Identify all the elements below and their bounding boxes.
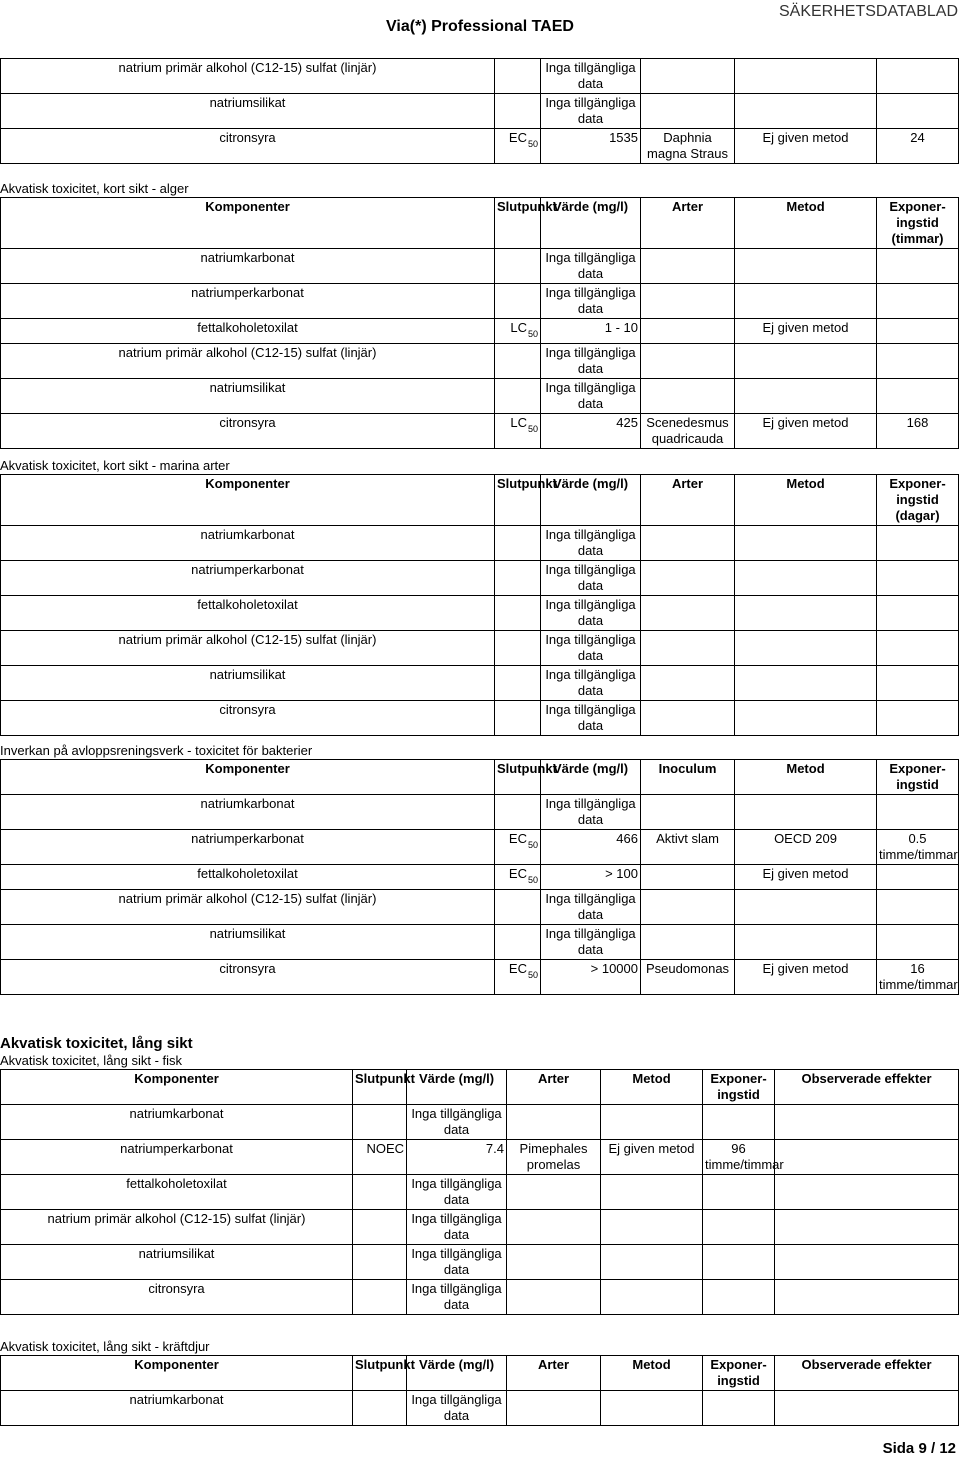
cell-varde: 1 - 10 (541, 319, 641, 344)
cell-varde: Inga tillgängliga data (541, 561, 641, 596)
table-header-row (1, 1356, 959, 1391)
table-row (1, 129, 959, 164)
cell-varde: Inga tillgängliga data (541, 59, 641, 94)
cell-slutpunkt (495, 94, 541, 129)
cell-komponent: natrium primär alkohol (C12-15) sulfat (linjär) (1, 1210, 353, 1245)
cell-exponeringstid (877, 379, 959, 414)
cell-exponeringstid (877, 94, 959, 129)
cell-metod (735, 94, 877, 129)
table-row (1, 830, 959, 865)
cell-komponent: natrium primär alkohol (C12-15) sulfat (linjär) (1, 890, 495, 925)
cell-metod (735, 526, 877, 561)
cell-exponeringstid (877, 59, 959, 94)
table-row (1, 414, 959, 449)
table-row (1, 1245, 959, 1280)
cell-observerade-effekter (775, 1140, 959, 1175)
section-daphnia-continued (0, 58, 959, 164)
column-header: Komponenter (1, 198, 495, 249)
cell-slutpunkt (353, 1391, 407, 1426)
page-number (883, 1440, 956, 1457)
cell-arter (641, 596, 735, 631)
cell-arter (507, 1175, 601, 1210)
cell-varde: Inga tillgängliga data (541, 526, 641, 561)
cell-varde: 466 (541, 830, 641, 865)
cell-varde: Inga tillgängliga data (541, 249, 641, 284)
column-header: Metod (735, 198, 877, 249)
cell-observerade-effekter (775, 1105, 959, 1140)
cell-slutpunkt (495, 319, 541, 344)
cell-exponeringstid (703, 1280, 775, 1315)
cell-varde: Inga tillgängliga data (541, 890, 641, 925)
table-alger (0, 197, 959, 449)
cell-slutpunkt (495, 344, 541, 379)
cell-varde: Inga tillgängliga data (541, 94, 641, 129)
column-header: Exponer-ingstid (dagar) (877, 475, 959, 526)
table-row (1, 379, 959, 414)
cell-metod (735, 631, 877, 666)
cell-slutpunkt (495, 561, 541, 596)
document-title: Via(*) Professional TAED (386, 18, 574, 35)
cell-varde: Inga tillgängliga data (407, 1280, 507, 1315)
table-row (1, 960, 959, 995)
column-header: Inoculum (641, 760, 735, 795)
cell-arter (641, 319, 735, 344)
cell-exponeringstid: 168 (877, 414, 959, 449)
slutpunkt-text: LC (510, 415, 527, 430)
cell-observerade-effekter (775, 1175, 959, 1210)
section-caption: Akvatisk toxicitet, lång sikt - fisk (0, 1053, 183, 1068)
cell-komponent: fettalkoholetoxilat (1, 1175, 353, 1210)
cell-metod: Ej given metod (735, 319, 877, 344)
column-header: Slutpunkt (495, 475, 541, 526)
slutpunkt-text: LC (510, 320, 527, 335)
cell-slutpunkt (353, 1140, 407, 1175)
cell-komponent: citronsyra (1, 414, 495, 449)
slutpunkt-text: EC (508, 831, 527, 846)
cell-komponent: natriumperkarbonat (1, 284, 495, 319)
cell-metod: Ej given metod (735, 865, 877, 890)
cell-metod (735, 284, 877, 319)
slutpunkt-subscript: 50 (527, 840, 538, 850)
slutpunkt-text: NOEC (366, 1141, 404, 1156)
cell-exponeringstid (877, 319, 959, 344)
cell-varde: Inga tillgängliga data (541, 631, 641, 666)
cell-metod (601, 1245, 703, 1280)
section-lang-sikt-kraftdjur (0, 1339, 959, 1426)
cell-komponent: citronsyra (1, 129, 495, 164)
section-alger (0, 181, 959, 449)
page-total: 12 (939, 1440, 956, 1457)
section-marina-arter (0, 458, 959, 736)
cell-observerade-effekter (775, 1245, 959, 1280)
cell-varde: Inga tillgängliga data (541, 925, 641, 960)
cell-varde: Inga tillgängliga data (407, 1175, 507, 1210)
table-row (1, 319, 959, 344)
cell-metod (735, 249, 877, 284)
table-row (1, 795, 959, 830)
cell-arter (641, 379, 735, 414)
slutpunkt-text: EC (508, 130, 527, 145)
cell-komponent: natriumperkarbonat (1, 830, 495, 865)
cell-slutpunkt (353, 1245, 407, 1280)
column-header: Slutpunkt (353, 1356, 407, 1391)
cell-slutpunkt (495, 795, 541, 830)
heading-lang-sikt: Akvatisk toxicitet, lång sikt (0, 1035, 193, 1052)
cell-exponeringstid (877, 284, 959, 319)
column-header: Värde (mg/l) (541, 760, 641, 795)
column-header: Komponenter (1, 1070, 353, 1105)
cell-komponent: citronsyra (1, 1280, 353, 1315)
table-lang-sikt-kraftdjur (0, 1355, 959, 1426)
table-row (1, 631, 959, 666)
table-header-row (1, 1070, 959, 1105)
column-header: Slutpunkt (495, 760, 541, 795)
column-header: Värde (mg/l) (407, 1070, 507, 1105)
cell-varde: > 10000 (541, 960, 641, 995)
table-row (1, 1105, 959, 1140)
cell-slutpunkt (495, 666, 541, 701)
column-header: Exponer-ingstid (timmar) (877, 198, 959, 249)
cell-arter (507, 1245, 601, 1280)
cell-arter (641, 795, 735, 830)
cell-slutpunkt (495, 59, 541, 94)
cell-varde: Inga tillgängliga data (407, 1391, 507, 1426)
table-row (1, 1210, 959, 1245)
cell-metod (601, 1105, 703, 1140)
column-header: Slutpunkt (353, 1070, 407, 1105)
table-row (1, 344, 959, 379)
cell-exponeringstid (877, 526, 959, 561)
cell-komponent: citronsyra (1, 701, 495, 736)
table-row (1, 1175, 959, 1210)
document-type: SÄKERHETSDATABLAD (778, 3, 958, 20)
table-row (1, 561, 959, 596)
cell-varde: > 100 (541, 865, 641, 890)
cell-metod (601, 1175, 703, 1210)
slutpunkt-text: EC (508, 961, 527, 976)
cell-metod (735, 379, 877, 414)
cell-varde: Inga tillgängliga data (541, 596, 641, 631)
cell-exponeringstid (703, 1175, 775, 1210)
section-lang-sikt-fisk (0, 1053, 959, 1315)
cell-komponent: fettalkoholetoxilat (1, 865, 495, 890)
cell-arter (641, 631, 735, 666)
cell-slutpunkt (353, 1175, 407, 1210)
page-separator: / (930, 1440, 936, 1457)
column-header: Observerade effekter (775, 1070, 959, 1105)
cell-exponeringstid (877, 890, 959, 925)
column-header: Exponer-ingstid (877, 760, 959, 795)
cell-exponeringstid (877, 561, 959, 596)
cell-slutpunkt (495, 925, 541, 960)
cell-varde: 425 (541, 414, 641, 449)
table-header-row (1, 475, 959, 526)
column-header: Exponer-ingstid (703, 1070, 775, 1105)
table-row (1, 284, 959, 319)
table-header-row (1, 198, 959, 249)
cell-varde: Inga tillgängliga data (541, 666, 641, 701)
page-header (0, 0, 960, 44)
section-caption: Akvatisk toxicitet, lång sikt - kräftdjur (0, 1339, 210, 1354)
cell-arter (641, 59, 735, 94)
cell-varde: Inga tillgängliga data (541, 284, 641, 319)
cell-metod (735, 795, 877, 830)
cell-metod (735, 925, 877, 960)
cell-metod (735, 890, 877, 925)
cell-slutpunkt (495, 960, 541, 995)
cell-komponent: natriumsilikat (1, 94, 495, 129)
cell-exponeringstid: 16 timme/timmar (877, 960, 959, 995)
cell-metod: Ej given metod (735, 414, 877, 449)
column-header: Komponenter (1, 475, 495, 526)
cell-komponent: natriumsilikat (1, 1245, 353, 1280)
slutpunkt-subscript: 50 (527, 329, 538, 339)
column-header: Metod (601, 1070, 703, 1105)
cell-varde: Inga tillgängliga data (541, 701, 641, 736)
cell-slutpunkt (353, 1105, 407, 1140)
cell-metod (735, 561, 877, 596)
cell-observerade-effekter (775, 1280, 959, 1315)
page-label: Sida (882, 1440, 915, 1457)
cell-exponeringstid: 24 (877, 129, 959, 164)
cell-slutpunkt (495, 129, 541, 164)
cell-arter (507, 1105, 601, 1140)
table-row (1, 59, 959, 94)
cell-arter (641, 701, 735, 736)
cell-slutpunkt (495, 249, 541, 284)
cell-arter: Daphnia magna Straus (641, 129, 735, 164)
cell-arter (641, 561, 735, 596)
page-current: 9 (918, 1440, 927, 1457)
table-row (1, 890, 959, 925)
cell-arter (641, 344, 735, 379)
cell-exponeringstid: 0.5 timme/timmar (877, 830, 959, 865)
cell-metod: Ej given metod (735, 129, 877, 164)
cell-arter: Aktivt slam (641, 830, 735, 865)
cell-arter (641, 249, 735, 284)
column-header: Metod (735, 760, 877, 795)
slutpunkt-text: EC (508, 866, 527, 881)
cell-varde: Inga tillgängliga data (407, 1245, 507, 1280)
cell-arter: Pseudomonas (641, 960, 735, 995)
cell-varde: Inga tillgängliga data (541, 795, 641, 830)
section-bakterier (0, 743, 959, 995)
cell-exponeringstid (877, 701, 959, 736)
cell-metod (735, 701, 877, 736)
cell-komponent: natriumkarbonat (1, 249, 495, 284)
cell-metod (735, 666, 877, 701)
cell-exponeringstid (877, 596, 959, 631)
table-row (1, 925, 959, 960)
column-header: Arter (507, 1070, 601, 1105)
table-lang-sikt-fisk (0, 1069, 959, 1315)
cell-komponent: natriumkarbonat (1, 526, 495, 561)
cell-komponent: fettalkoholetoxilat (1, 319, 495, 344)
cell-slutpunkt (495, 890, 541, 925)
cell-komponent: natriumkarbonat (1, 795, 495, 830)
cell-komponent: natriumperkarbonat (1, 1140, 353, 1175)
table-row (1, 666, 959, 701)
column-header: Metod (601, 1356, 703, 1391)
cell-exponeringstid (877, 249, 959, 284)
cell-slutpunkt (495, 596, 541, 631)
cell-varde: Inga tillgängliga data (541, 344, 641, 379)
cell-metod: Ej given metod (601, 1140, 703, 1175)
table-marina-arter (0, 474, 959, 736)
cell-slutpunkt (495, 379, 541, 414)
cell-slutpunkt (353, 1210, 407, 1245)
cell-komponent: natrium primär alkohol (C12-15) sulfat (linjär) (1, 631, 495, 666)
cell-metod (601, 1210, 703, 1245)
cell-komponent: natriumsilikat (1, 925, 495, 960)
cell-komponent: natrium primär alkohol (C12-15) sulfat (linjär) (1, 344, 495, 379)
cell-varde: Inga tillgängliga data (541, 379, 641, 414)
cell-slutpunkt (495, 631, 541, 666)
cell-slutpunkt (495, 526, 541, 561)
cell-metod (601, 1280, 703, 1315)
column-header: Arter (507, 1356, 601, 1391)
cell-komponent: natriumkarbonat (1, 1105, 353, 1140)
table-bakterier (0, 759, 959, 995)
cell-exponeringstid (703, 1210, 775, 1245)
slutpunkt-subscript: 50 (527, 139, 538, 149)
cell-arter: Pimephales promelas (507, 1140, 601, 1175)
cell-exponeringstid (877, 344, 959, 379)
cell-varde: 7.4 (407, 1140, 507, 1175)
cell-metod: Ej given metod (735, 960, 877, 995)
cell-arter (641, 94, 735, 129)
cell-arter (507, 1210, 601, 1245)
section-caption: Inverkan på avloppsreningsverk - toxicitet för bakterier (0, 743, 313, 758)
cell-slutpunkt (495, 865, 541, 890)
column-header: Observerade effekter (775, 1356, 959, 1391)
table-header-row (1, 760, 959, 795)
table-row (1, 596, 959, 631)
slutpunkt-subscript: 50 (527, 424, 538, 434)
cell-komponent: natriumsilikat (1, 666, 495, 701)
cell-slutpunkt (495, 284, 541, 319)
cell-exponeringstid: 96 timme/timmar (703, 1140, 775, 1175)
column-header: Arter (641, 198, 735, 249)
slutpunkt-subscript: 50 (527, 875, 538, 885)
cell-varde: Inga tillgängliga data (407, 1210, 507, 1245)
column-header: Värde (mg/l) (541, 475, 641, 526)
column-header: Metod (735, 475, 877, 526)
cell-arter (641, 526, 735, 561)
column-header: Komponenter (1, 1356, 353, 1391)
table-row (1, 1140, 959, 1175)
cell-arter: Scenedesmus quadricauda (641, 414, 735, 449)
cell-varde: 1535 (541, 129, 641, 164)
column-header: Komponenter (1, 760, 495, 795)
table-row (1, 249, 959, 284)
cell-komponent: natriumperkarbonat (1, 561, 495, 596)
column-header: Slutpunkt (495, 198, 541, 249)
cell-slutpunkt (495, 701, 541, 736)
cell-observerade-effekter (775, 1391, 959, 1426)
column-header: Värde (mg/l) (541, 198, 641, 249)
cell-exponeringstid (877, 925, 959, 960)
cell-komponent: natriumsilikat (1, 379, 495, 414)
column-header: Exponer-ingstid (703, 1356, 775, 1391)
cell-arter (641, 666, 735, 701)
cell-varde: Inga tillgängliga data (407, 1105, 507, 1140)
cell-exponeringstid (703, 1245, 775, 1280)
cell-arter (641, 865, 735, 890)
cell-exponeringstid (877, 865, 959, 890)
column-header: Värde (mg/l) (407, 1356, 507, 1391)
cell-metod: OECD 209 (735, 830, 877, 865)
cell-exponeringstid (703, 1391, 775, 1426)
slutpunkt-subscript: 50 (527, 970, 538, 980)
cell-slutpunkt (495, 830, 541, 865)
cell-metod (735, 596, 877, 631)
table-row (1, 94, 959, 129)
table-row (1, 1280, 959, 1315)
cell-exponeringstid (877, 666, 959, 701)
cell-exponeringstid (703, 1105, 775, 1140)
cell-komponent: citronsyra (1, 960, 495, 995)
cell-arter (641, 925, 735, 960)
cell-metod (601, 1391, 703, 1426)
cell-slutpunkt (495, 414, 541, 449)
table-row (1, 1391, 959, 1426)
cell-arter (641, 890, 735, 925)
cell-komponent: fettalkoholetoxilat (1, 596, 495, 631)
table-row (1, 526, 959, 561)
cell-observerade-effekter (775, 1210, 959, 1245)
cell-slutpunkt (353, 1280, 407, 1315)
section-caption: Akvatisk toxicitet, kort sikt - alger (0, 181, 189, 196)
cell-metod (735, 59, 877, 94)
cell-exponeringstid (877, 795, 959, 830)
table-row (1, 701, 959, 736)
cell-exponeringstid (877, 631, 959, 666)
cell-metod (735, 344, 877, 379)
table-daphnia-continued (0, 58, 959, 164)
cell-arter (641, 284, 735, 319)
table-row (1, 865, 959, 890)
cell-komponent: natriumkarbonat (1, 1391, 353, 1426)
column-header: Arter (641, 475, 735, 526)
cell-komponent: natrium primär alkohol (C12-15) sulfat (linjär) (1, 59, 495, 94)
section-caption: Akvatisk toxicitet, kort sikt - marina arter (0, 458, 230, 473)
cell-arter (507, 1391, 601, 1426)
cell-arter (507, 1280, 601, 1315)
